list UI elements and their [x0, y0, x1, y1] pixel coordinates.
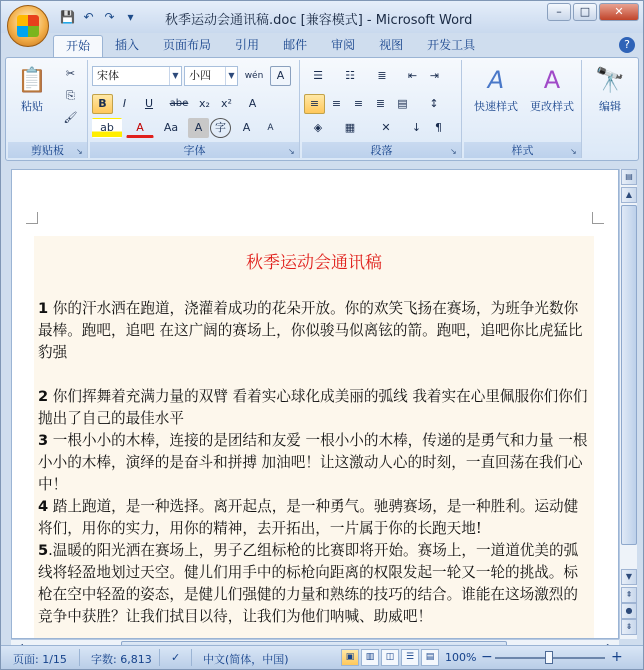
- tab-references[interactable]: 引用: [235, 38, 260, 52]
- chevron-down-icon: ▼: [225, 67, 237, 85]
- scroll-up-icon[interactable]: ▲: [621, 187, 637, 203]
- line-spacing-icon[interactable]: ↕: [429, 97, 439, 110]
- word-count[interactable]: 字数: 6,813: [91, 653, 152, 666]
- tab-insert[interactable]: 插入: [115, 38, 140, 52]
- paragraph-group: [302, 60, 462, 158]
- divider: [191, 649, 192, 666]
- tab-view[interactable]: 视图: [379, 38, 404, 52]
- tab-mailings[interactable]: 邮件: [283, 38, 308, 52]
- document-title: 秋季运动会通讯稿: [246, 253, 382, 273]
- window-title: 秋季运动会通讯稿.doc [兼容模式] - Microsoft Word: [165, 13, 473, 28]
- paragraph-text: 一根小小的木棒，连接的是团结和友爱 一根小小的木棒，传递的是勇气和力量 一根小小的木棒，演绎的是奋斗和拼搏 加油吧！让这激动人心的时刻，一直回荡在我们心中！: [38, 432, 588, 493]
- shading-icon[interactable]: ◈: [313, 121, 323, 134]
- binoculars-icon: 🔭: [595, 66, 625, 94]
- paragraph-text: 你的汗水洒在跑道，浇灌着成功的花朵开放。你的欢笑飞扬在赛场，为班争光数你最棒。跑吧，追吧 在这广阔的赛场上，你似骏马似离铉的箭。跑吧，追吧你比虎猛比豹强: [38, 300, 583, 361]
- font-name-value: 宋体: [97, 69, 119, 82]
- undo-icon[interactable]: ↶: [83, 10, 94, 24]
- sort-icon[interactable]: ↓: [411, 121, 422, 134]
- clipboard-group-label: 剪贴板: [8, 142, 87, 158]
- asian-layout-icon[interactable]: ✕: [381, 121, 391, 134]
- title-bar: [1, 1, 643, 33]
- paragraph-text: 你们挥舞着充满力量的双臂 看着实心球化成美丽的弧线 我着实在心里佩服你们你们抛出了自己的最佳水平: [38, 388, 588, 427]
- superscript-button[interactable]: x²: [221, 97, 232, 110]
- vertical-scrollbar[interactable]: [619, 169, 637, 639]
- quick-styles-label: 快速样式: [474, 100, 518, 113]
- editing-label: 编辑: [599, 100, 621, 113]
- office-button[interactable]: [7, 5, 49, 47]
- phonetic-guide-button[interactable]: wén: [244, 71, 264, 81]
- paste-button[interactable]: [12, 64, 52, 114]
- clipboard-icon: 📋: [17, 66, 47, 94]
- help-icon[interactable]: ?: [619, 37, 635, 53]
- web-layout-icon[interactable]: ◫: [381, 649, 399, 666]
- scroll-thumb[interactable]: [621, 205, 637, 545]
- tab-home[interactable]: 开始: [53, 35, 103, 57]
- font-group: [90, 60, 300, 158]
- divider: [159, 649, 160, 666]
- tab-review[interactable]: 审阅: [331, 38, 356, 52]
- ribbon-tabs: [53, 35, 487, 57]
- paragraph-4: [38, 496, 590, 540]
- paragraph-5: [38, 540, 590, 628]
- minimize-button[interactable]: –: [547, 3, 571, 21]
- styles-group: [464, 60, 582, 158]
- tab-developer[interactable]: 开发工具: [427, 38, 476, 52]
- change-styles-button[interactable]: [524, 64, 580, 114]
- full-screen-reading-icon[interactable]: ▥: [361, 649, 379, 666]
- office-logo-icon: [17, 15, 39, 37]
- paragraph-number: 2: [38, 388, 49, 405]
- quick-access-toolbar: [59, 9, 139, 25]
- numbering-icon[interactable]: ☷: [345, 69, 355, 82]
- paragraph-1: [38, 298, 590, 364]
- chevron-down-icon: ▼: [169, 67, 181, 85]
- save-icon[interactable]: 💾: [60, 10, 75, 24]
- format-painter-icon[interactable]: 🖌: [63, 111, 78, 124]
- page-body[interactable]: [34, 236, 594, 639]
- align-right-icon[interactable]: ≡: [353, 97, 364, 110]
- borders-icon[interactable]: ▦: [344, 121, 356, 134]
- distributed-icon[interactable]: ▤: [397, 97, 408, 110]
- next-page-icon[interactable]: ⇟: [621, 619, 637, 635]
- tab-page-layout[interactable]: 页面布局: [163, 38, 212, 52]
- page-corner-mark: [26, 212, 38, 224]
- editing-button[interactable]: [588, 64, 632, 114]
- quick-styles-button[interactable]: [468, 64, 524, 114]
- change-case-button[interactable]: Aa: [163, 121, 179, 134]
- redo-icon[interactable]: ↷: [104, 10, 115, 24]
- dialog-launcher-icon[interactable]: ↘: [570, 147, 577, 156]
- ribbon: [5, 57, 639, 161]
- copy-icon[interactable]: ⎘: [66, 89, 75, 102]
- language-indicator[interactable]: 中文(简体，中国): [203, 653, 289, 666]
- char-border-button[interactable]: A: [270, 66, 291, 86]
- zoom-slider-knob[interactable]: [545, 651, 553, 664]
- outline-view-icon[interactable]: ☰: [401, 649, 419, 666]
- paste-label: 粘贴: [21, 100, 43, 113]
- underline-button[interactable]: U: [144, 97, 154, 110]
- dialog-launcher-icon[interactable]: ↘: [288, 147, 295, 156]
- enclose-char-button[interactable]: 字: [210, 118, 231, 138]
- maximize-button[interactable]: □: [573, 3, 597, 21]
- paragraph-group-label: 段落: [302, 142, 461, 158]
- clear-format-button[interactable]: A: [248, 97, 257, 110]
- paragraph-number: 5: [38, 542, 49, 559]
- proofing-icon[interactable]: ✓: [171, 651, 181, 664]
- dialog-launcher-icon[interactable]: ↘: [450, 147, 457, 156]
- align-center-icon[interactable]: ≡: [331, 97, 342, 110]
- customize-icon[interactable]: ▾: [127, 10, 134, 24]
- cut-icon[interactable]: ✂: [65, 67, 76, 80]
- highlight-icon[interactable]: ab: [92, 118, 122, 138]
- increase-indent-icon[interactable]: ⇥: [429, 69, 440, 82]
- justify-icon[interactable]: ≣: [375, 97, 386, 110]
- paragraph-text: 踏上跑道，是一种选择。离开起点，是一种勇气。驰骋赛场，是一种胜利。运动健将们，用你的实力，用你的精神，去开拓出，一片属于你的长跑天地!: [38, 498, 579, 537]
- previous-page-icon[interactable]: ⇞: [621, 587, 637, 603]
- char-shading-button[interactable]: A: [188, 118, 209, 138]
- editing-group: [584, 60, 636, 158]
- page-corner-mark: [592, 212, 604, 224]
- page-indicator[interactable]: 页面: 1/15: [13, 653, 67, 666]
- document-area[interactable]: [11, 169, 619, 639]
- font-size-value: 小四: [189, 69, 211, 82]
- paragraph-2: [38, 386, 590, 430]
- subscript-button[interactable]: x₂: [199, 97, 210, 110]
- styles-group-label: 样式: [464, 142, 581, 158]
- show-marks-icon[interactable]: ¶: [435, 121, 442, 134]
- bold-button[interactable]: B: [92, 94, 113, 114]
- font-color-button[interactable]: A: [126, 118, 154, 138]
- paragraph-number: 3: [38, 432, 49, 449]
- browse-object-icon[interactable]: ●: [621, 603, 637, 619]
- multilevel-list-icon[interactable]: ≣: [377, 69, 387, 82]
- paragraph-text: .温暖的阳光洒在赛场上，男子乙组标枪的比赛即将开始。赛场上，一道道优美的弧线将轻盈地划过天空。健儿们用手中的标枪向距离的权限发起一轮又一轮的挑战。标枪在空中轻盈的姿态，是健儿们强健的力量和熟练的技巧的结合。谁能在这场激烈的竞争中获胜？让我们拭目以待，让我们为他们呐喊、助威吧！: [38, 542, 579, 625]
- italic-button[interactable]: I: [122, 97, 127, 110]
- paragraph-3: [38, 430, 590, 496]
- strikethrough-button[interactable]: abe: [169, 98, 189, 109]
- zoom-out-button[interactable]: −: [481, 649, 493, 665]
- zoom-level[interactable]: 100%: [445, 651, 477, 664]
- change-styles-label: 更改样式: [530, 100, 574, 113]
- clipboard-group: [8, 60, 88, 158]
- close-button[interactable]: ✕: [599, 3, 639, 21]
- divider: [79, 649, 80, 666]
- paragraph-number: 1: [38, 300, 49, 317]
- dialog-launcher-icon[interactable]: ↘: [76, 147, 83, 156]
- align-left-icon[interactable]: ≡: [304, 94, 325, 114]
- font-group-label: 字体: [90, 142, 299, 158]
- bullets-icon[interactable]: ☰: [313, 69, 323, 82]
- zoom-in-button[interactable]: +: [611, 649, 623, 665]
- font-size-combo[interactable]: [184, 66, 238, 86]
- change-styles-icon: A: [543, 66, 561, 94]
- status-bar: [1, 645, 643, 669]
- decrease-indent-icon[interactable]: ⇤: [407, 69, 418, 82]
- paragraph-number: 4: [38, 498, 49, 515]
- grow-font-button[interactable]: A: [242, 121, 251, 134]
- quick-styles-icon: A: [487, 66, 505, 94]
- ruler-toggle-icon[interactable]: ▤: [621, 169, 637, 185]
- shrink-font-button[interactable]: A: [267, 123, 274, 133]
- scroll-down-icon[interactable]: ▼: [621, 569, 637, 585]
- print-layout-view-icon[interactable]: ▣: [341, 649, 359, 666]
- font-name-combo[interactable]: [92, 66, 182, 86]
- draft-view-icon[interactable]: ▤: [421, 649, 439, 666]
